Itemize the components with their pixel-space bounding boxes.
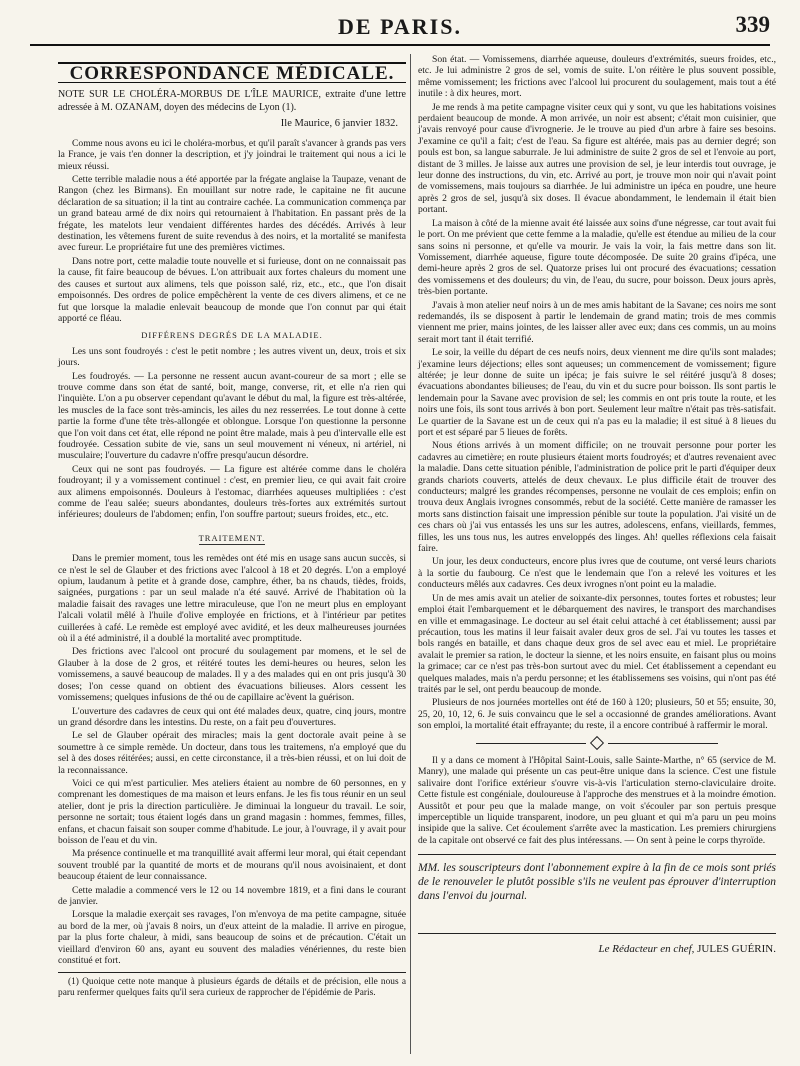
page-number: 339 <box>735 12 770 37</box>
column-divider <box>410 54 411 1054</box>
editor-signature <box>418 933 776 955</box>
subheading-degrees: DIFFÉRENS DEGRÉS DE LA MALADIE. <box>141 330 323 341</box>
paragraph: Comme nous avons eu ici le choléra-morbus, et qu'il paraît s'avancer à grands pas vers la France, je vais t'en donner la description, et j'y joindrai le traitement qui nous a ici le mieux réussi. <box>58 137 406 172</box>
signature-label: Le Rédacteur en chef, <box>598 943 695 956</box>
paragraph: Le soir, la veille du départ de ces neufs noirs, deux viennent me dire qu'ils sont malades; j'examine leurs déjections; elles sont aqueuses; un commencement de vomissement; figure altérée; je leur donne de suite un ipéca; je fais suivre le sel réitéré jusqu'à 8 doses; évacuations abondantes bilieuses; de l'eau, du vin et du sucre pour boisson. Ils sont partis le lendemain pour la Savane avec provision de sel; les commis en ont pris toute la route, et les noirs une fois, ils sont tous arrivés à bon port. Seulement leur maître n'était pas très-satisfait. Le quartier de la Savane est un de ceux qui n'a pas eu la maladie; il est situé à 8 lieues du port et est séparé par 5 lieues de forêts. <box>418 347 776 438</box>
footnote-text: (1) Quoique cette note manque à plusieurs égards de détails et de précision, elle nous a paru renfermer quelques faits qu'il sera curieux de rapprocher de l'épidémie de Paris. <box>58 977 406 999</box>
paragraph: La maison à côté de la mienne avait été laissée aux soins d'une négresse, car tout avait fui le port. On me prévient que cette femme a la maladie, qu'elle est étendue au milieu de la cour sans soins ni personne, et qu'elle va mourir. Je vais la voir, la fais mettre dans son lit. Vomissement, diarrhée aqueuse, figure toute décomposée. De suite 20 grains d'ipéca, une demi-heure après 2 gros de sel. Quatorze prises lui ont procuré des évacuations; cessation des vomissemens et des douleurs; du vin, de l'eau, du sucre, pour boisson. Deux jours après, très-bien portante. <box>418 217 776 298</box>
paragraph: Des frictions avec l'alcool ont procuré du soulagement par momens, et le sel de Glauber à la dose de 2 gros, et réitéré toutes les demi-heures ou heures, selon les vomissemens, a sauvé beaucoup de malades. Il y a des malades qui en ont pris jusqu'à 30 doses; l'on cesse quand on obtient des évacuations bilieuses. Alors cessent les vomissemens; quelques infusions de thé ou de capillaire ac'èvent la guérison. <box>58 646 406 704</box>
right-column <box>418 54 776 956</box>
note-heading: NOTE SUR LE CHOLÉRA-MORBUS DE L'ÎLE MAURICE, extraite d'une lettre adressée à M. OZANAM, doyen des médecins de Lyon (1). <box>58 89 406 113</box>
paragraph: Je me rends à ma petite campagne visiter ceux qui y sont, vu que les habitations voisines perdaient beaucoup de monde. A mon arrivée, un noir est absent; c'était mon cuisinier, que j'avais renvoyé pour cause d'ivrognerie. Je le trouve au pied d'un arbre à faire ses besoins. J'examine ce qu'il a fait; c'est de l'eau. Sa figure est altérée, mais pas au dernier degré; son pouls est bon, sa langue saburrale. Je lui administre de suite 2 gros de sel et l'envoie au port, distant de 3 milles. Je laisse aux autres une provision de sel, je leur interdis tout ouvrage, je leur donne des instructions, du vin, etc. Arrivé au port, je trouve mon noir qui n'avait point de vomissemens, mais toujours sa diarrhée. Je lui administre un ipéca en poudre, une heure après 2 gros de sel, jusqu'à six doses. Il évacue abondamment, le lendemain il était bien portant. <box>418 101 776 216</box>
paragraph: Dans le premier moment, tous les remèdes ont été mis en usage sans aucun succès, si ce n'est le sel de Glauber et des frictions avec l'alcool à 18 et 20 degrés. L'on a employé opium, laudanum à petite et à grande dose, camphre, éther, ba ns chauds, tièdes, froids, saignées, purgations : par un seul malade n'a été sauvé. Arrivé de l'habitation où la maladie faisait des ravages une lettre miraculeuse, que l'on ne meurt plus en employant l'alcali volatil mêlé à l'huile d'olive employée en frictions, et à l'intérieur par petites cuillerées à café. Le remède est employé avec avidité, et les deux malheureuses journées où il a été administré, il a doublé la mortalité avec promptitude. <box>58 553 406 645</box>
paragraph: Un jour, les deux conducteurs, encore plus ivres que de coutume, ont versé leurs chariots à la sortie du faubourg. Ce n'est que le lendemain que l'on a relevé les voitures et les conducteurs mêlés aux cadavres. Ces deux ivrognes n'ont point eu la maladie. <box>418 556 776 591</box>
paragraph: Plusieurs de nos journées mortelles ont été de 160 à 120; plusieurs, 50 et 55; ensuite, 30, 25, 20, 10, 12, 6. Je suis convaincu que le sel a occasionné de grandes améliorations. Avant son emploi, la mortalité était effrayante; du reste, il a encore contribué à raffermir le moral. <box>418 697 776 732</box>
footnote <box>58 972 406 999</box>
paragraph: Dans notre port, cette maladie toute nouvelle et si furieuse, dont on ne connaissait pas la cause, fit faire beaucoup de bévues. L'on attribuait aux fortes chaleurs du moment une des causes et surtout aux alimens, tels que poisson salé, riz, etc., etc., que l'on disait empoisonnés. Des ordres de police empêchèrent la vente de ces divers alimens, et ce ne fut que lorsque la maladie enlevait beaucoup de monde que l'on connut par qui était apporté ce fléau. <box>58 255 406 324</box>
paragraph: Voici ce qui m'est particulier. Mes ateliers étaient au nombre de 60 personnes, en y comprenant les domestiques de ma maison et leurs enfans. Je les fis tous réunir en un seul atelier, dont je pris la direction particulière. Je diminuai la longueur du travail. Le soir, personne ne sortait; tous étaient logés dans un grand magasin : hommes, femmes, filles, enfans, et chacun faisait son souper comme d'habitude. Le jour, à l'ouvrage, il y avait pour boisson de l'eau et du vin. <box>58 777 406 846</box>
paragraph: L'ouverture des cadavres de ceux qui ont été malades deux, quatre, cinq jours, montre un grand désordre dans les intestins. Du reste, on a fait peu d'ouvertures. <box>58 705 406 728</box>
ornament-divider <box>418 738 776 749</box>
running-title: DE PARIS. <box>338 14 462 39</box>
page-header <box>30 14 770 46</box>
paragraph: Son état. — Vomissemens, diarrhée aqueuse, douleurs d'extrémités, sueurs froides, etc., etc. Je lui administre 2 gros de sel, vomis de suite. L'on réitère le plus souvent possible, même vomissement; les frictions avec l'alcool lui procurent du soulagement, mais tout a été inutile : à dix heures, mort. <box>418 54 776 100</box>
left-column <box>58 54 406 1001</box>
signature-name: JULES GUÉRIN. <box>697 943 776 956</box>
saint-louis-paragraph: Il y a dans ce moment à l'Hôpital Saint-Louis, salle Sainte-Marthe, n° 65 (service de M. Manry), une malade qui présente un cas peut-être unique dans la science. C'est une fistule salivaire dont l'orifice extérieur s'ouvre vis-à-vis l'articulation sterno-claviculaire droite. Cette fistule est congéniale, douloureuse à l'approche des menstrues et à la moindre émotion. Aussitôt et pour peu que la malade mange, on voit s'écouler par son pertuis presque imperceptible un liquide transparent, inodore, un peu gluant et qui m'a paru un peu moins insipide que la salive. Cet écoulement s'arrête avec la mastication. Les premiers chirurgiens de la capitale ont observé ce fait des plus intéressans. — On sent à peine le corps thyroïde. <box>418 754 776 846</box>
paragraph: Ceux qui ne sont pas foudroyés. — La figure est altérée comme dans le choléra foudroyant; il y a vomissement continuel : c'est, en premier lieu, ce qui avait fait croire aux alimens empoisonnés. Douleurs à l'estomac, diarrhées aqueuses multipliées : c'est comme de l'eau salée; sueurs abondantes, douleurs très-fortes aux extrémités surtout inférieures; douleurs de l'abdomen; enfin, l'on souffre partout; sueurs froides, etc., etc. <box>58 463 406 521</box>
paragraph: Les foudroyés. — La personne ne ressent aucun avant-coureur de sa mort ; elle se trouve comme dans son état de santé, boit, mange, converse, rit, et elle n'a rien qui l'inquiète. L'on a pu observer cependant qu'avant le début du mal, la figure est très-altérée, les muscles de la face sont très-amincis, les ailes du nez resserrées. Le tout donne à cette partie la forme d'une tête très-allongée et oblongue. Lorsque l'on questionne la personne que l'on voit dans cet état, elle répond ne point être malade, mais à peu d'intervalle elle est foudroyée. Cessation subite de vie, sans un seul mouvement ni véneux, ni artériel, ni musculaire; l'ouverture du cadavre n'offre presqu'aucun désordre. <box>58 370 406 462</box>
paragraph: Le sel de Glauber opérait des miracles; mais la gent doctorale avait peine à se soumettre à ce simple remède. Un docteur, dans tous les traitemens, n'a employé que du sel à des doses réitérées; aussi, en cette circonstance, il a très-bien réussi, et on lui doit de la reconnaissance. <box>58 730 406 776</box>
dateline: Ile Maurice, 6 janvier 1832. <box>280 118 398 130</box>
paragraph: Lorsque la maladie exerçait ses ravages, l'on m'envoya de ma petite campagne, située au bord de la mer, où j'avais 8 noirs, un d'eux atteint de la maladie. Il arrive en pirogue, par la plus forte chaleur, à midi, sans beaucoup de soins et de précaution. C'était un vieillard d'environ 60 ans, ayant eu souvent des maladies vénériennes, du reste bien constitué et fort. <box>58 909 406 967</box>
paragraph: Nous étions arrivés à un moment difficile; on ne trouvait personne pour porter les cadavres au cimetière; en route plusieurs étaient morts foudroyés; et d'autres revenaient avec la maladie. Dans cette situation pénible, l'administration de police prit le parti d'équiper deux grands chariots couverts, attelés de deux chevaux. Le plus difficile était de trouver des conducteurs; malgré les grandes récompenses, personne ne voulait de ces emplois; enfin on trouva deux Anglais ivrognes consommés, rebut de la société. Cette manière de ramasser les morts sans distinction faisait une impression pénible sur toute la population. J'ai visité un de ces chars où j'ai vus entassés les uns sur les autres, adolescens, enfans, vieillards, femmes, filles, les uns tous nus, les autres enveloppés des linges. Ah! quelles réflexions cela faisait faire. <box>418 440 776 555</box>
paragraph: Les uns sont foudroyés : c'est le petit nombre ; les autres vivent un, deux, trois et six jours. <box>58 345 406 369</box>
paragraph: Cette maladie a commencé vers le 12 ou 14 novembre 1819, et a fini dans le courant de janvier. <box>58 884 406 907</box>
subheading-treatment: TRAITEMENT. <box>199 533 266 545</box>
paragraph: J'avais à mon atelier neuf noirs à un de mes amis habitant de la Savane; ces noirs me sont redemandés, ils se disposent à partir le lendemain de grand matin; trois de mes commis viennent me prier, mains jointes, de les laisser aller avec eux; dans ces commis, un au moins serait mort tant il était terrifié. <box>418 299 776 345</box>
section-title: CORRESPONDANCE MÉDICALE. <box>58 62 406 83</box>
paragraph: Cette terrible maladie nous a été apportée par la frégate anglaise la Taupaze, venant de Rangon (chez les Birmans). En mouillant sur notre rade, le capitaine ne fit aucune déclaration de sa situation; il la tint au contraire cachée. La communication commença par un grand bateau armé de dix noirs qui retournaient à l'habitation. En passant près de la frégate, les matelots leur vendaient différentes hardes des décédés. Arrivés à leur destination, les vêtemens furent de suite revendus à des noirs, et la mortalité se manifesta avec fureur. Le propriétaire fut une des premières victimes. <box>58 174 406 254</box>
paragraph: Ma présence continuelle et ma tranquillité avait affermi leur moral, qui était cependant souvent troublé par la quantité de morts et de mourans qu'il nous avoisinaient, et dont beaucoup étaient de leur connaissance. <box>58 848 406 883</box>
subscription-notice: MM. les souscripteurs dont l'abonnement expire à la fin de ce mois sont priés de le renouveler le plutôt possible s'ils ne veulent pas éprouver d'interruption dans l'envoi du journal. <box>418 854 776 903</box>
paragraph: Un de mes amis avait un atelier de soixante-dix personnes, toutes fortes et robustes; leur emploi était l'embarquement et le débarquement des navires, le transport des marchandises en ville et emmagasinage. Le docteur au sel était celui attaché à cet établissement; aussi par précaution, tous les matins il leur faisait avaler deux gros de sel. J'ai vu toutes les tasses et bols rangés en bataille, et dans chaque deux gros de sel avec eau et miel. Le propriétaire avalait le premier sa ration, le docteur la sienne, et les noirs ensuite, en faisant plus ou moins la grimace; car ce n'est pas très-bon surtout avec du miel. Cet établissement a cependant eu quelques malades, mais n'a perdu personne; et les établissemens ses voisins, qui n'ont pas été traités par le sel, ont perdu beaucoup de monde. <box>418 592 776 695</box>
